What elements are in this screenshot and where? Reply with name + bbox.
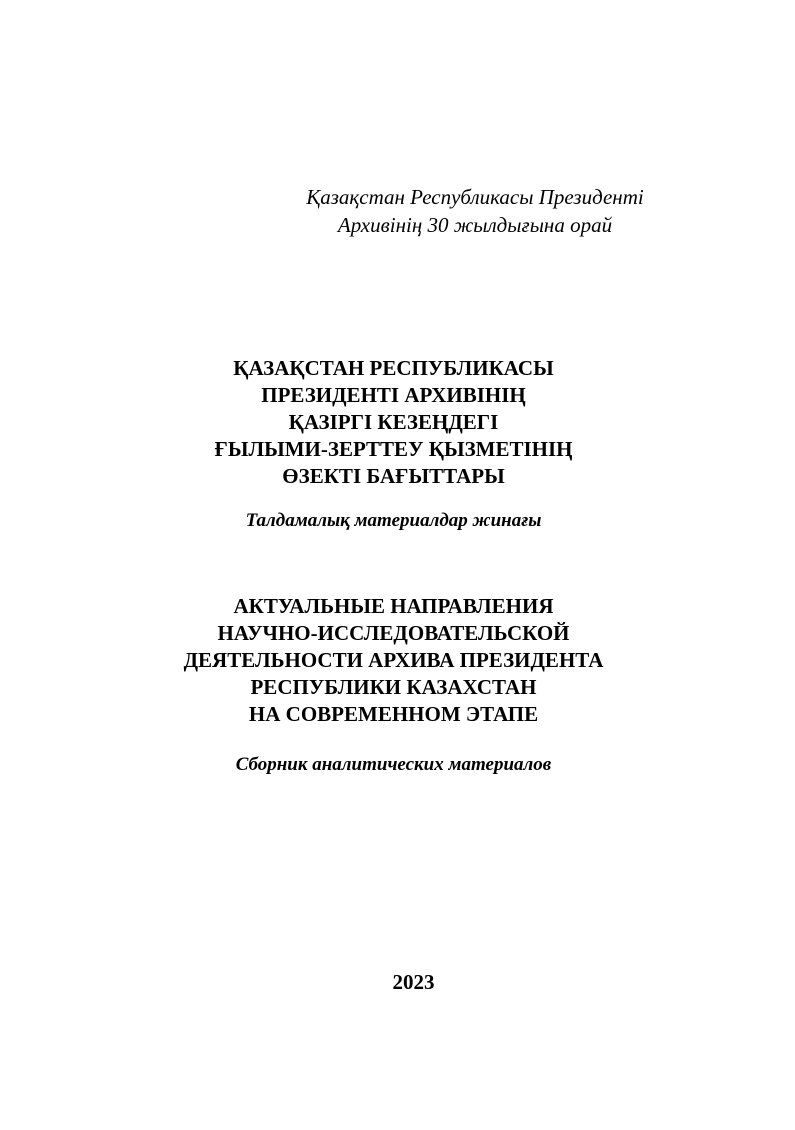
russian-title-line: НАУЧНО-ИССЛЕДОВАТЕЛЬСКОЙ <box>217 621 570 645</box>
russian-title-line: НА СОВРЕМЕННОМ ЭТАПЕ <box>248 702 539 726</box>
dedication-line: Архивінің 30 жылдығына орай <box>337 213 613 237</box>
russian-title-line: РЕСПУБЛИКИ КАЗАХСТАН <box>250 675 537 699</box>
kazakh-title-line: ҒЫЛЫМИ-ЗЕРТТЕУ ҚЫЗМЕТІНІҢ <box>214 437 573 461</box>
russian-title-line: АКТУАЛЬНЫЕ НАПРАВЛЕНИЯ <box>233 594 554 618</box>
russian-title-line: ДЕЯТЕЛЬНОСТИ АРХИВА ПРЕЗИДЕНТА <box>183 648 604 672</box>
russian-subtitle: Сборник аналитических материалов <box>235 754 552 775</box>
dedication-line: Қазақстан Республикасы Президенті <box>306 185 644 209</box>
kazakh-title <box>0 355 791 490</box>
russian-title <box>0 593 791 728</box>
kazakh-title-line: ПРЕЗИДЕНТІ АРХИВІНІҢ <box>261 383 526 407</box>
kazakh-title-line: ҚАЗАҚСТАН РЕСПУБЛИКАСЫ <box>233 356 554 380</box>
kazakh-subtitle: Талдамалық материалдар жинағы <box>245 510 542 531</box>
kazakh-title-line: ӨЗЕКТІ БАҒЫТТАРЫ <box>282 464 505 488</box>
dedication <box>240 183 710 239</box>
kazakh-title-line: ҚАЗІРГІ КЕЗЕҢДЕГІ <box>288 410 499 434</box>
publication-year: 2023 <box>392 970 435 994</box>
